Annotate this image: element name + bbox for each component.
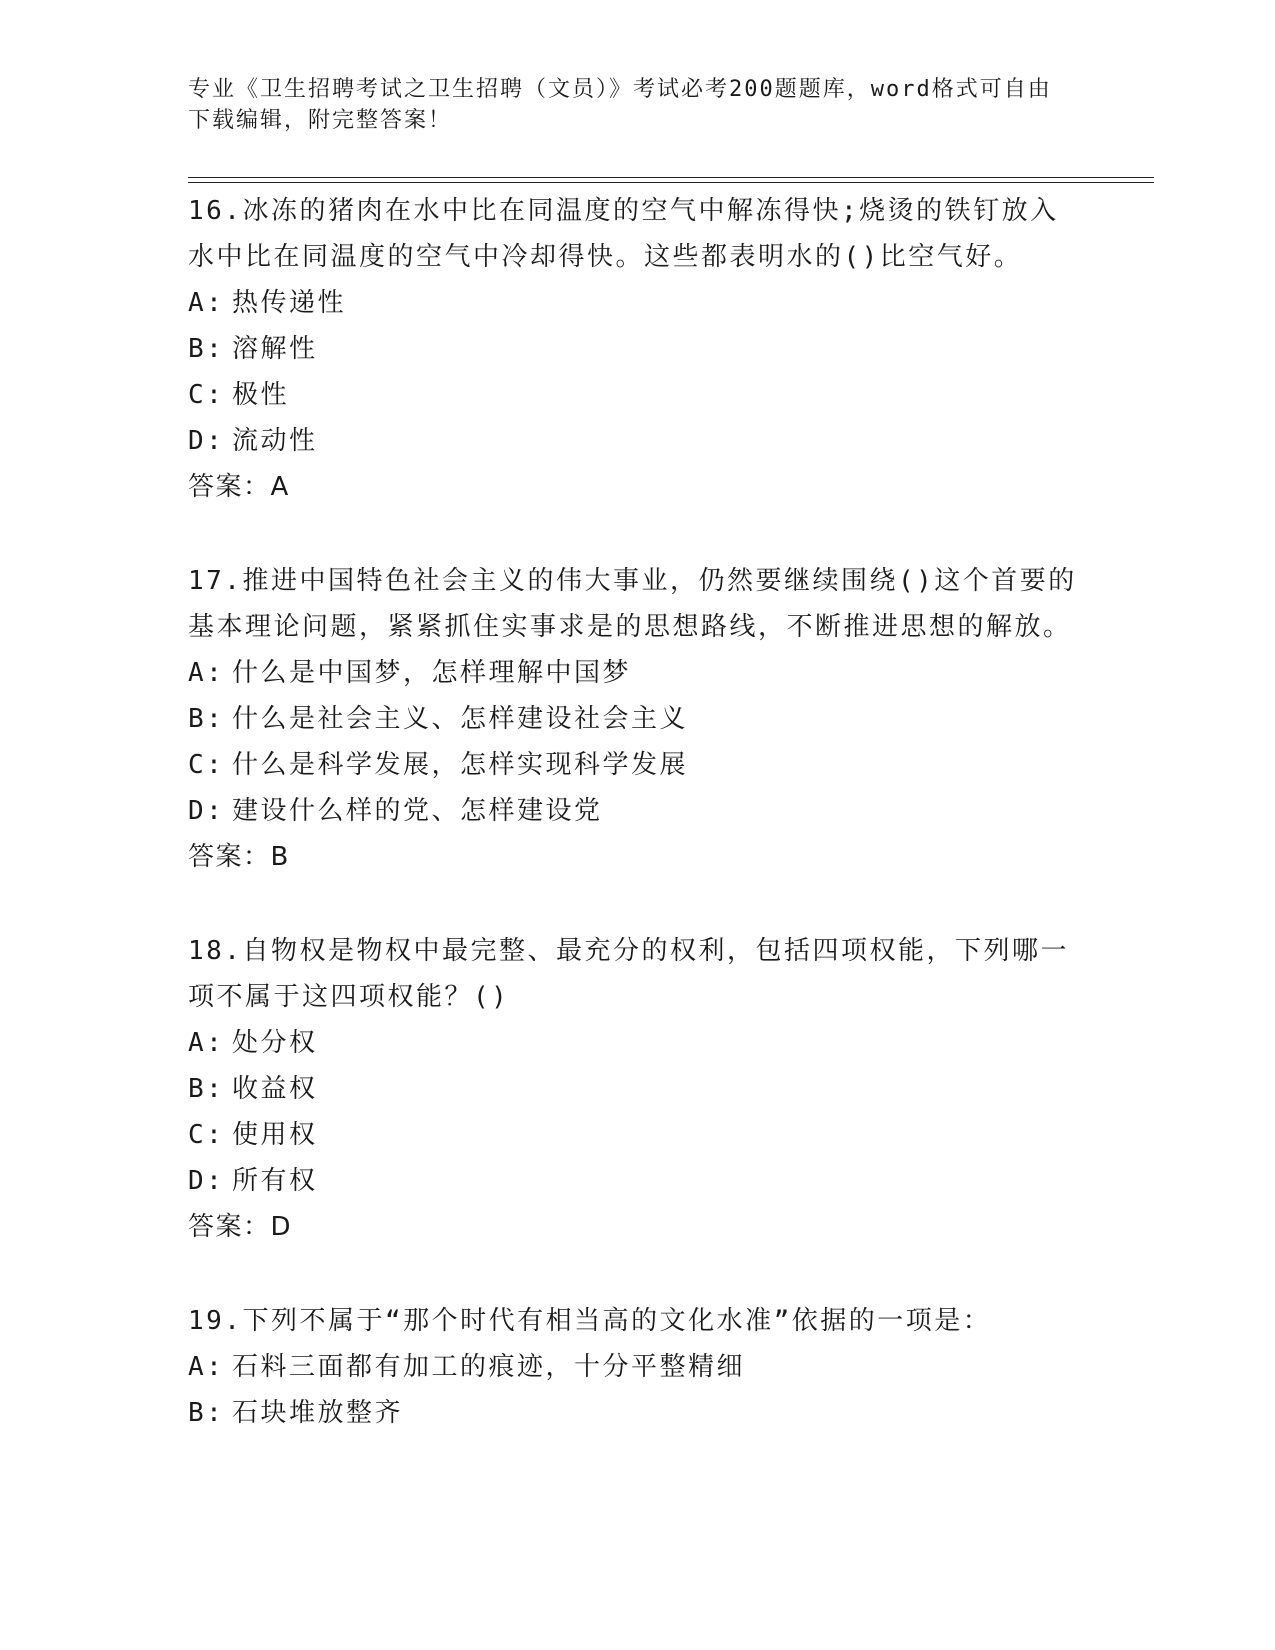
answer-line: 答案：A [188,472,290,502]
option-text: 极性 [232,380,290,410]
option-text: 流动性 [232,426,318,456]
question-stem: 17.推进中国特色社会主义的伟大事业，仍然要继续围绕()这个首要的基本理论问题，紧紧抓住实事求是的思想路线，不断推进思想的解放。 [188,566,1077,642]
question-18 [188,928,1078,1250]
option-a [188,280,1078,326]
option-label: B: [188,1074,225,1104]
option-label: D: [188,1166,225,1196]
question-stem: 16.冰冻的猪肉在水中比在同温度的空气中解冻得快;烧烫的铁钉放入水中比在同温度的空气中冷却得快。这些都表明水的()比空气好。 [188,196,1059,272]
option-b [188,1390,1078,1436]
option-text: 石块堆放整齐 [232,1398,404,1428]
option-d [188,788,1078,834]
option-d [188,418,1078,464]
option-text: 使用权 [232,1120,318,1150]
question-16 [188,188,1078,510]
option-text: 处分权 [232,1028,318,1058]
question-stem: 18.自物权是物权中最完整、最充分的权利，包括四项权能，下列哪一项不属于这四项权能？() [188,936,1069,1012]
option-label: A: [188,658,225,688]
option-label: C: [188,1120,225,1150]
option-b [188,696,1078,742]
option-text: 溶解性 [232,334,318,364]
option-c [188,742,1078,788]
answer-line: 答案：B [188,842,290,872]
option-b [188,326,1078,372]
option-text: 石料三面都有加工的痕迹，十分平整精细 [232,1352,746,1382]
option-c [188,1112,1078,1158]
option-d [188,1158,1078,1204]
option-a [188,1020,1078,1066]
document-header: 专业《卫生招聘考试之卫生招聘（文员）》考试必考200题题库，word格式可自由下载编辑，附完整答案！ [188,77,1052,133]
option-label: B: [188,334,225,364]
option-label: B: [188,704,225,734]
option-label: A: [188,288,225,318]
header-divider-top [188,177,1154,178]
option-label: B: [188,1398,225,1428]
option-a [188,650,1078,696]
question-list [188,188,1078,1484]
option-label: A: [188,1352,225,1382]
question-19 [188,1298,1078,1436]
option-text: 所有权 [232,1166,318,1196]
question-stem: 19.下列不属于“那个时代有相当高的文化水准”依据的一项是： [188,1306,992,1336]
option-c [188,372,1078,418]
option-b [188,1066,1078,1112]
option-label: A: [188,1028,225,1058]
option-text: 收益权 [232,1074,318,1104]
option-text: 什么是中国梦，怎样理解中国梦 [232,658,632,688]
option-label: C: [188,380,225,410]
option-label: D: [188,426,225,456]
header-divider-bottom [188,182,1154,183]
option-text: 热传递性 [232,288,347,318]
option-text: 什么是科学发展，怎样实现科学发展 [232,750,689,780]
option-label: C: [188,750,225,780]
option-label: D: [188,796,225,826]
option-text: 什么是社会主义、怎样建设社会主义 [232,704,689,734]
option-text: 建设什么样的党、怎样建设党 [232,796,603,826]
answer-line: 答案：D [188,1212,293,1242]
option-a [188,1344,1078,1390]
question-17 [188,558,1078,880]
